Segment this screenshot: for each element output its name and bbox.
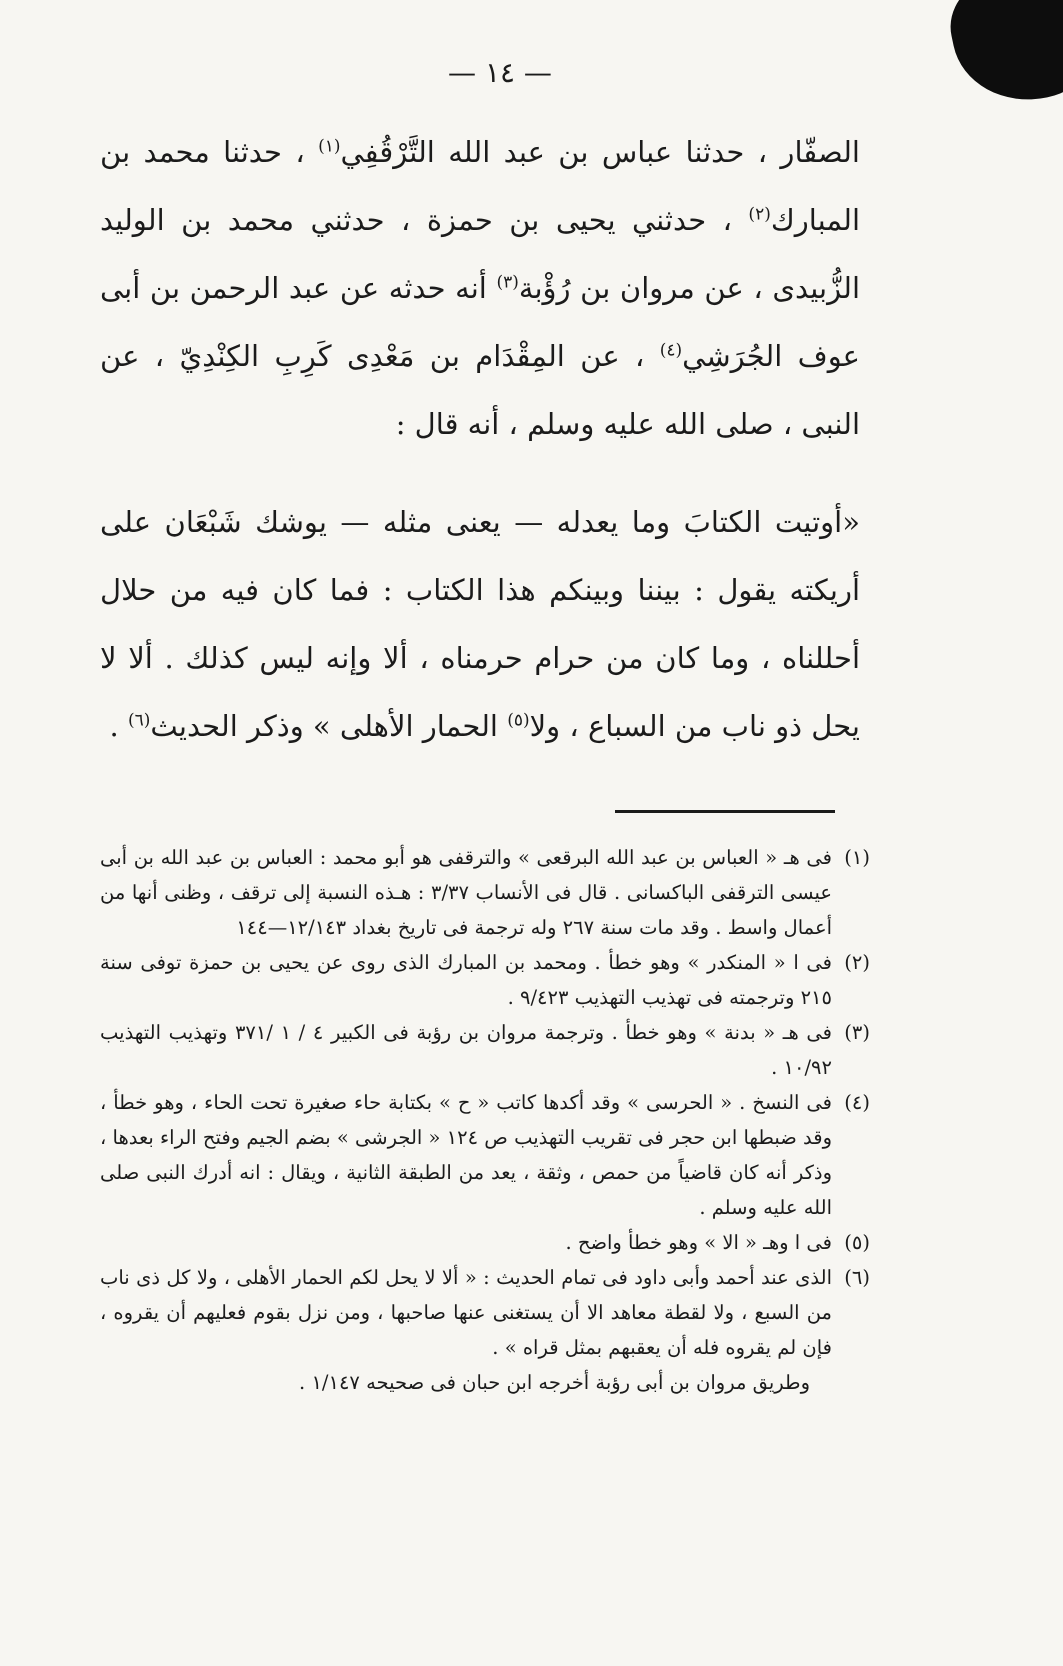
isnad-paragraph <box>100 118 860 458</box>
footnote <box>100 1085 870 1225</box>
footnote-ref[interactable]: (٢) <box>748 204 771 225</box>
footnote <box>100 1015 870 1085</box>
footnote-number: (٢) <box>844 951 870 974</box>
footnote-number: (٤) <box>844 1091 870 1114</box>
footnote-ref[interactable]: (٥) <box>507 710 530 731</box>
footnote-continuation: وطريق مروان بن أبى رؤبة أخرجه ابن حبان فى صحيحه ١/١٤٧ . <box>299 1371 810 1394</box>
isnad-text: ، عن المِقْدَام بن مَعْدِى كَرِبِ الكِنْدِيّ ، عن النبى ، صلى الله عليه وسلم ، أنه قال : <box>100 339 860 441</box>
footnote-text: فى النسخ . « الحرسى » وقد أكدها كاتب « ح » بكتابة حاء صغيرة تحت الحاء ، وهو خطأ ، وقد ضبطها ابن حجر فى تقريب التهذيب ص ١٢٤ « الجرشى » بضم الجيم وفتح الراء بعدها ، وذكر أنه كان قاضياً من حمص ، وثقة ، يعد من الطبقة الثانية ، ويقال : انه أدرك النبى صلى الله عليه وسلم . <box>100 1091 832 1219</box>
isnad-text: الصفّار ، حدثنا عباس بن عبد الله التَّرْقُفِي <box>340 135 860 169</box>
footnote-ref[interactable]: (٦) <box>127 710 151 731</box>
footnote <box>100 1260 870 1365</box>
footnote-ref[interactable]: (٣) <box>496 272 519 293</box>
footnote-divider <box>615 810 835 813</box>
footnote-number: (٦) <box>844 1266 870 1289</box>
footnote-number: (١) <box>844 846 870 869</box>
isnad-text: ، حدثنا محمد بن المبارك <box>100 135 860 237</box>
hadith-paragraph <box>100 488 860 760</box>
footnote <box>100 945 870 1015</box>
footnote-number: (٣) <box>844 1021 870 1044</box>
footnote-text: الذى عند أحمد وأبى داود فى تمام الحديث : « ألا لا يحل لكم الحمار الأهلى ، ولا كل ذى ناب من السبع ، ولا لقطة معاهد الا أن يستغنى عنها صاحبها ، ومن نزل بقوم فعليهم أن يقروه ، فإن لم يقروه فله أن يعقبهم بمثل قراه » . <box>100 1266 832 1359</box>
main-text <box>100 118 860 760</box>
footnote-number: (٥) <box>844 1231 870 1254</box>
footnote-text: فى هـ « العباس بن عبد الله البرقعى » والترقفى هو أبو محمد : العباس بن عبد الله بن أبى عيسى الترقفى الباكسانى . قال فى الأنساب ٣/٣٧ : هـذه النسبة إلى ترقف ، وظنى أنها من أعمال واسط . وقد مات سنة ٢٦٧ وله ترجمة فى تاريخ بغداد ١٢/١٤٣—١٤٤ <box>100 846 832 939</box>
isnad-text: أنه حدثه عن عبد الرحمن بن أبى عوف الجُرَشِي <box>100 271 860 373</box>
isnad-text: ، حدثني يحيى بن حمزة ، حدثني محمد بن الوليد الزُّبيدى ، عن مروان بن رُؤْبة <box>100 203 860 305</box>
page-number: — ١٤ — <box>448 56 552 89</box>
footnote <box>100 1225 870 1260</box>
footnotes <box>100 840 870 1400</box>
hadith-text: «أوتيت الكتابَ وما يعدله — يعنى مثله — يوشك شَبْعَان على أريكته يقول : بيننا وبينكم هذا الكتاب : فما كان فيه من حلال أحللناه ، وما كان من حرام حرمناه ، ألا وإنه ليس كذلك . ألا لا يحل ذو ناب من السباع ، ولا <box>100 505 860 743</box>
footnote-text: فى ا « المنكدر » وهو خطأ . ومحمد بن المبارك الذى روى عن يحيى بن حمزة توفى سنة ٢١٥ وترجمته فى تهذيب التهذيب ٩/٤٢٣ . <box>100 951 832 1009</box>
footnote-text: فى ا وهـ « الا » وهو خطأ واضح . <box>565 1231 832 1254</box>
hadith-text: الحمار الأهلى » وذكر الحديث <box>150 709 508 743</box>
hadith-text: . <box>109 709 128 743</box>
footnote <box>100 840 870 945</box>
footnote-ref[interactable]: (١) <box>318 136 341 157</box>
footnote-ref[interactable]: (٤) <box>659 340 683 361</box>
footnote-text: فى هـ « بدنة » وهو خطأ . وترجمة مروان بن رؤبة فى الكبير ٤ / ١ /٣٧١ وتهذيب التهذيب ١٠/٩٢ . <box>100 1021 832 1079</box>
